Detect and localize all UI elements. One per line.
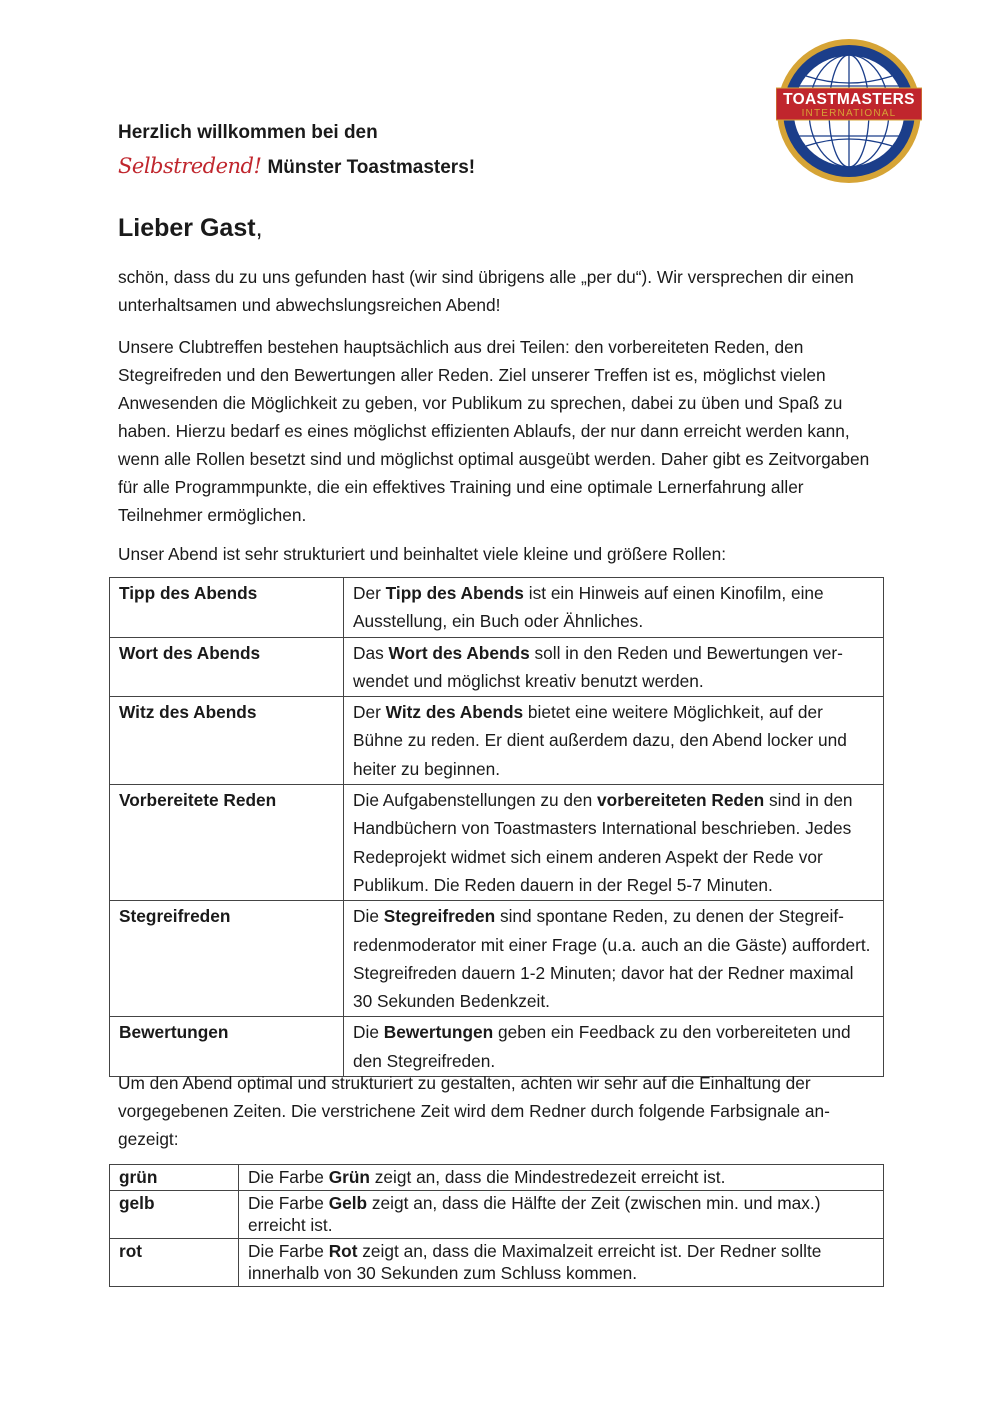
role-description: Der Tipp des Abends ist ein Hinweis auf einen Kinofilm, eine Ausstellung, ein Buch oder Ähnliches. bbox=[344, 578, 884, 638]
roles-table bbox=[109, 577, 884, 1077]
table-row bbox=[110, 901, 884, 1017]
brand-name: Selbstredend! bbox=[118, 154, 262, 178]
greeting bbox=[118, 214, 263, 243]
logo-text-top: TOASTMASTERS bbox=[783, 91, 915, 108]
intro-paragraph-1: schön, dass du zu uns gefunden hast (wir sind übrigens alle „per du“). Wir versprechen dir einen unterhaltsamen und abwechslungsreichen Abend! bbox=[118, 267, 854, 315]
header-line-1: Herzlich willkommen bei den bbox=[118, 122, 378, 143]
toastmasters-logo bbox=[776, 38, 922, 184]
logo-text-bottom: INTERNATIONAL bbox=[801, 108, 897, 119]
header-club-name: Münster Toastmasters! bbox=[267, 157, 476, 178]
table-row bbox=[110, 637, 884, 697]
signal-description: Die Farbe Rot zeigt an, dass die Maximalzeit erreicht ist. Der Redner sollte innerhalb von 30 Sekunden zum Schluss kommen. bbox=[239, 1238, 884, 1286]
table-row bbox=[110, 1238, 884, 1286]
role-name: Wort des Abends bbox=[110, 637, 344, 697]
role-name: Stegreifreden bbox=[110, 901, 344, 1017]
signal-name: rot bbox=[110, 1238, 239, 1286]
signal-name: gelb bbox=[110, 1190, 239, 1238]
table-row bbox=[110, 1165, 884, 1191]
table-row bbox=[110, 697, 884, 785]
table-row bbox=[110, 1017, 884, 1077]
role-description: Der Witz des Abends bietet eine weitere Möglichkeit, auf der Bühne zu reden. Er dient außerdem dazu, den Abend locker und heiter zu beginnen. bbox=[344, 697, 884, 785]
role-name: Witz des Abends bbox=[110, 697, 344, 785]
role-name: Bewertungen bbox=[110, 1017, 344, 1077]
role-name: Tipp des Abends bbox=[110, 578, 344, 638]
timing-paragraph: Um den Abend optimal und strukturiert zu gestalten, achten wir sehr auf die Einhaltung der vorgegebenen Zeiten. Die verstrichene Zeit wird dem Redner durch folgende Farbsignale angezeigt: bbox=[118, 1073, 830, 1149]
greeting-comma: , bbox=[255, 214, 263, 242]
table-row bbox=[110, 1190, 884, 1238]
intro-paragraph-3: Unser Abend ist sehr strukturiert und beinhaltet viele kleine und größere Rollen: bbox=[118, 544, 727, 564]
signal-description: Die Farbe Grün zeigt an, dass die Mindestredezeit erreicht ist. bbox=[239, 1165, 884, 1191]
role-description: Das Wort des Abends soll in den Reden und Bewertungen verwendet und möglichst kreativ benutzt werden. bbox=[344, 637, 884, 697]
intro-paragraph-2: Unsere Clubtreffen bestehen hauptsächlich aus drei Teilen: den vorbereiteten Reden, den Stegreifreden und den Bewertungen aller Reden. Ziel unserer Treffen ist es, möglichst vielen Anwesenden die Möglichkeit zu geben, vor Publikum zu sprechen, dabei zu üben und Spaß zu haben. Hierzu bedarf es eines möglichst effizienten Ablaufs, der nur dann erreicht werden kann, wenn alle Rollen besetzt sind und möglichst optimal ausgeübt werden. Daher gibt es Zeitvorgaben für alle Programmpunkte, die ein effektives Training und eine optimale Lernerfahrung aller Teilnehmer ermöglichen. bbox=[118, 337, 870, 525]
header-line-2 bbox=[118, 154, 475, 179]
role-description: Die Bewertungen geben ein Feedback zu den vorbereiteten und den Stegreifreden. bbox=[344, 1017, 884, 1077]
table-row bbox=[110, 785, 884, 901]
role-description: Die Stegreifreden sind spontane Reden, zu denen der Stegreifredenmoderator mit einer Frage (u.a. auch an die Gäste) auffordert. Stegreifreden dauern 1-2 Minuten; davor hat der Redner maximal 30 Sekunden Bedenkzeit. bbox=[344, 901, 884, 1017]
role-name: Vorbereitete Reden bbox=[110, 785, 344, 901]
signal-name: grün bbox=[110, 1165, 239, 1191]
signal-description: Die Farbe Gelb zeigt an, dass die Hälfte der Zeit (zwischen min. und max.) erreicht ist. bbox=[239, 1190, 884, 1238]
role-description: Die Aufgabenstellungen zu den vorbereiteten Reden sind in den Handbüchern von Toastmasters International beschrieben. Jedes Redeprojekt widmet sich einem anderen Aspekt der Rede vor Publikum. Die Reden dauern in der Regel 5-7 Minuten. bbox=[344, 785, 884, 901]
table-row bbox=[110, 578, 884, 638]
color-signals-table bbox=[109, 1164, 884, 1287]
greeting-text: Lieber Gast bbox=[118, 214, 256, 242]
